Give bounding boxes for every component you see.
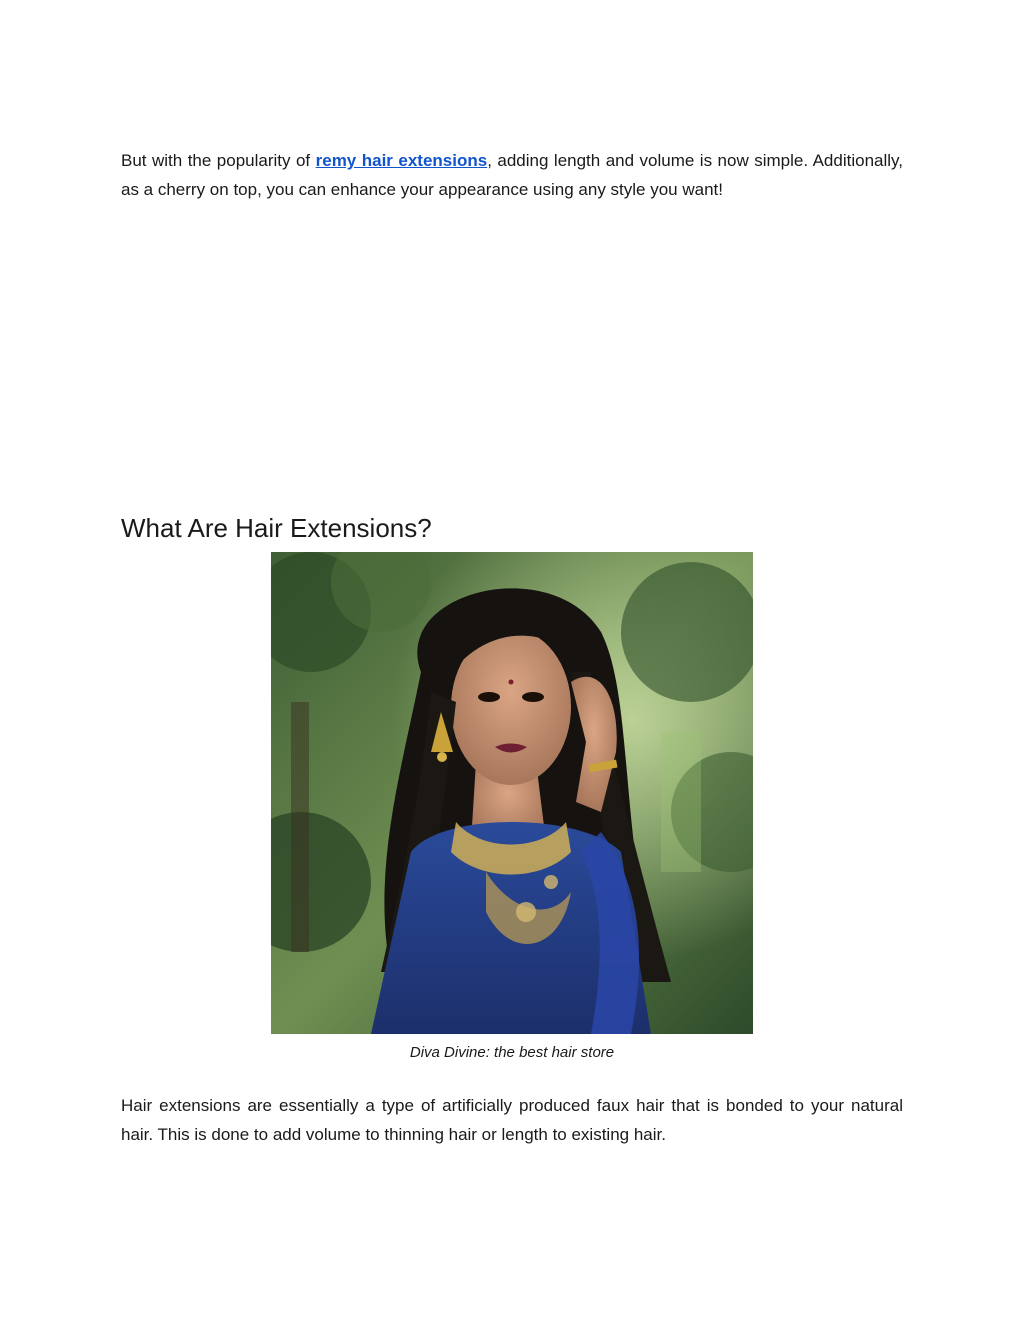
photo-caption: Diva Divine: the best hair store [409, 1044, 615, 1061]
intro-text-after: , adding length and volume is now simple. Additionally, as a cherry on top, you can enhance your appearance using any style you want! [121, 151, 903, 199]
body-paragraph: Hair extensions are essentially a type of artificially produced faux hair that is bonded to your natural hair. This is done to add volume to thinning hair or length to existing hair. [121, 1096, 903, 1144]
section-heading: What Are Hair Extensions? [121, 513, 432, 543]
intro-paragraph [121, 146, 903, 204]
model-photo [271, 552, 753, 1034]
remy-hair-extensions-link[interactable]: remy hair extensions [315, 151, 488, 170]
intro-text-before: But with the popularity of [121, 151, 316, 170]
